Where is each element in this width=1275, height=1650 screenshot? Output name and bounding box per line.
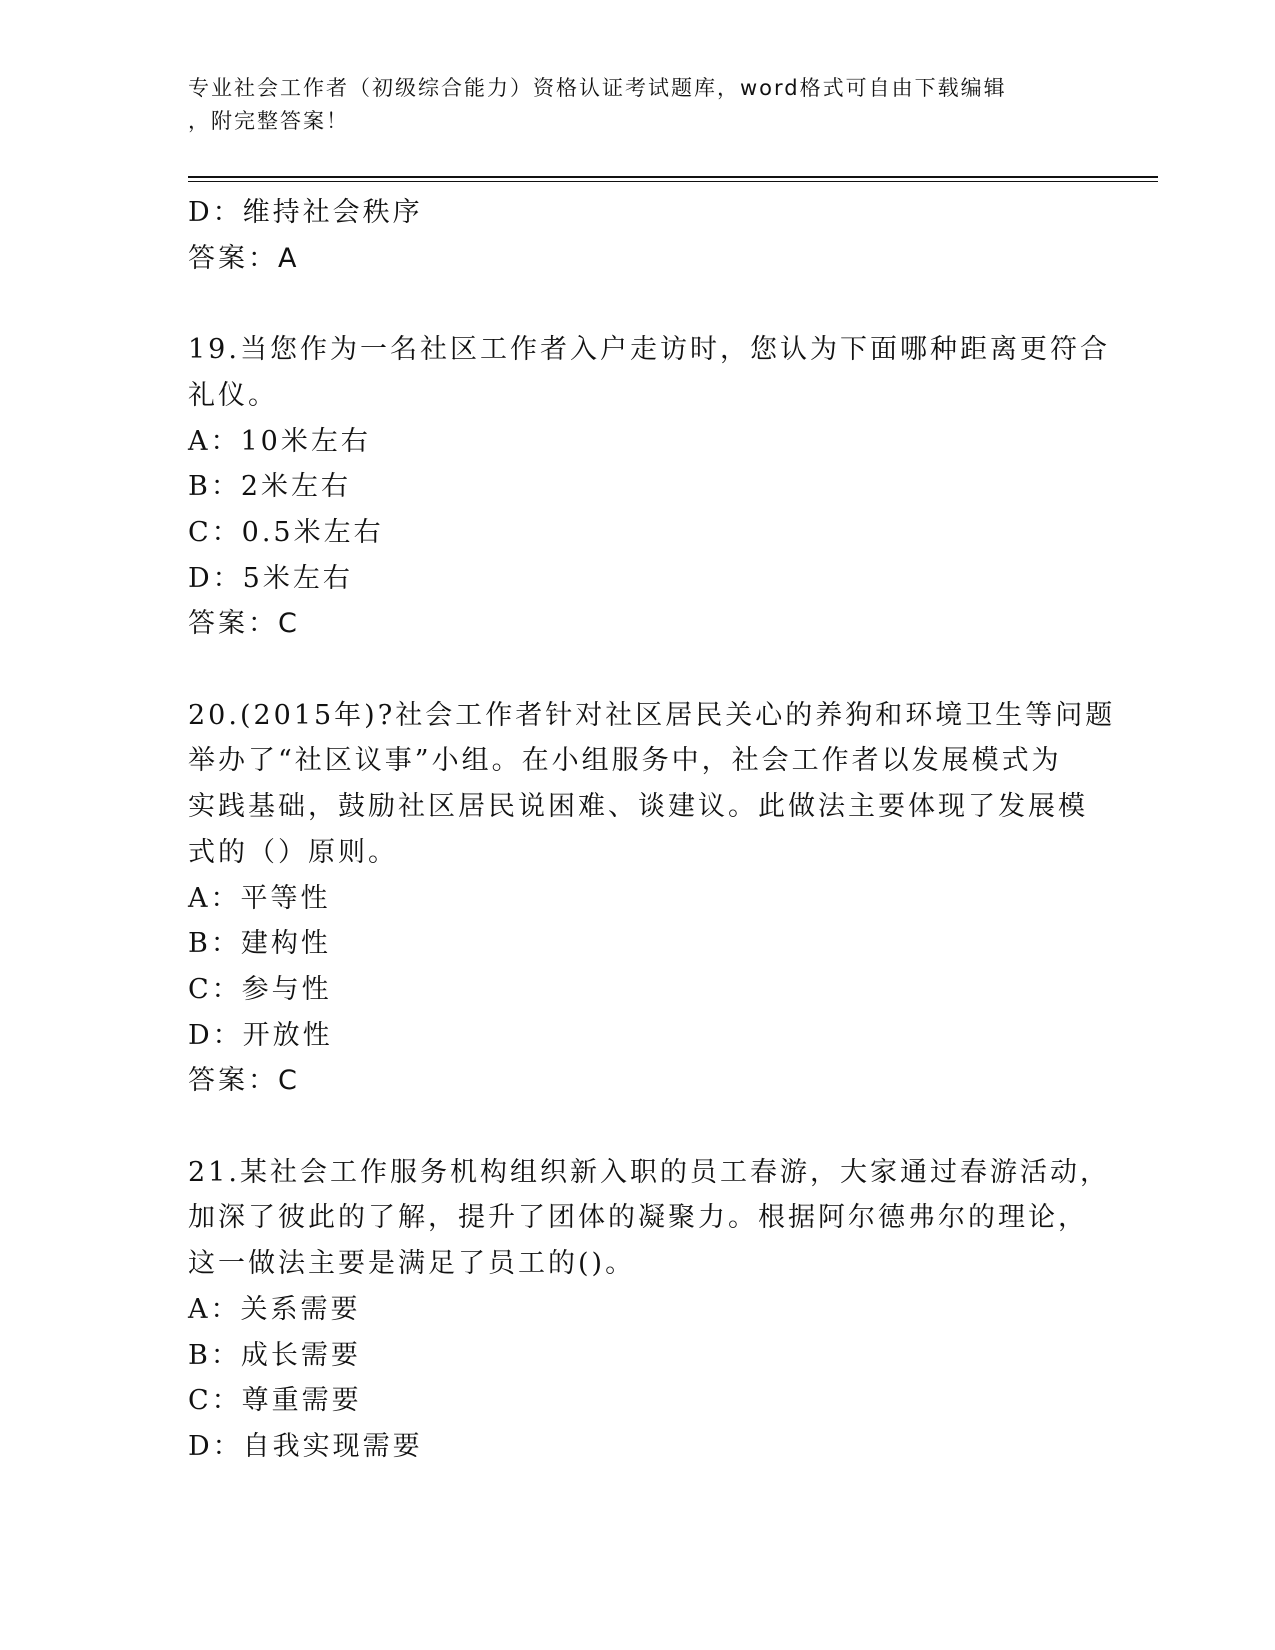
header-divider-thin <box>188 181 1158 182</box>
option-d: D：维持社会秩序 <box>188 197 423 228</box>
option-a: A：10米左右 <box>188 425 371 457</box>
option-b: B：建构性 <box>188 928 331 960</box>
option-a: A：关系需要 <box>188 1293 361 1325</box>
answer: 答案：C <box>188 1065 300 1097</box>
answer: 答案：C <box>188 608 300 640</box>
question-stem-line: 礼仪。 <box>188 379 278 411</box>
question-stem-line: 19.当您作为一名社区工作者入户走访时，您认为下面哪种距离更符合 <box>188 334 1110 366</box>
header-title-line-2: ，附完整答案！ <box>188 109 349 133</box>
option-c: C：参与性 <box>188 973 332 1005</box>
option-b: B：成长需要 <box>188 1339 361 1371</box>
page-header <box>188 72 1088 138</box>
question-stem-line: 式的（）原则。 <box>188 836 398 868</box>
option-d: D：5米左右 <box>188 562 353 594</box>
question-stem-line: 加深了彼此的了解，提升了团体的凝聚力。根据阿尔德弗尔的理论， <box>188 1202 1088 1234</box>
spacer <box>188 1104 1088 1150</box>
question-19 <box>188 327 1110 647</box>
header-title-line-1: 专业社会工作者（初级综合能力）资格认证考试题库，word格式可自由下载编辑 <box>188 76 1007 100</box>
question-20 <box>188 693 1116 1104</box>
option-c: C：尊重需要 <box>188 1385 362 1417</box>
question-21 <box>188 1150 1110 1470</box>
spacer <box>188 281 1088 327</box>
option-c: C：0.5米左右 <box>188 516 384 548</box>
question-list <box>188 190 1116 1470</box>
option-d: D：自我实现需要 <box>188 1430 423 1462</box>
option-a: A：平等性 <box>188 882 331 914</box>
question-stem-line: 举办了“社区议事”小组。在小组服务中，社会工作者以发展模式为 <box>188 745 1062 777</box>
question-stem-line: 这一做法主要是满足了员工的()。 <box>188 1248 636 1280</box>
question-stem-line: 实践基础，鼓励社区居民说困难、谈建议。此做法主要体现了发展模 <box>188 791 1088 823</box>
question-stem-line: 21.某社会工作服务机构组织新入职的员工春游，大家通过春游活动， <box>188 1156 1110 1188</box>
previous-question-fragment <box>188 190 1088 281</box>
option-b: B：2米左右 <box>188 471 352 503</box>
answer: 答案：A <box>188 242 300 274</box>
spacer <box>188 647 1088 693</box>
header-divider-thick <box>188 176 1158 178</box>
option-d: D：开放性 <box>188 1019 333 1051</box>
question-stem-line: 20.(2015年)?社会工作者针对社区居民关心的养狗和环境卫生等问题 <box>188 699 1116 731</box>
